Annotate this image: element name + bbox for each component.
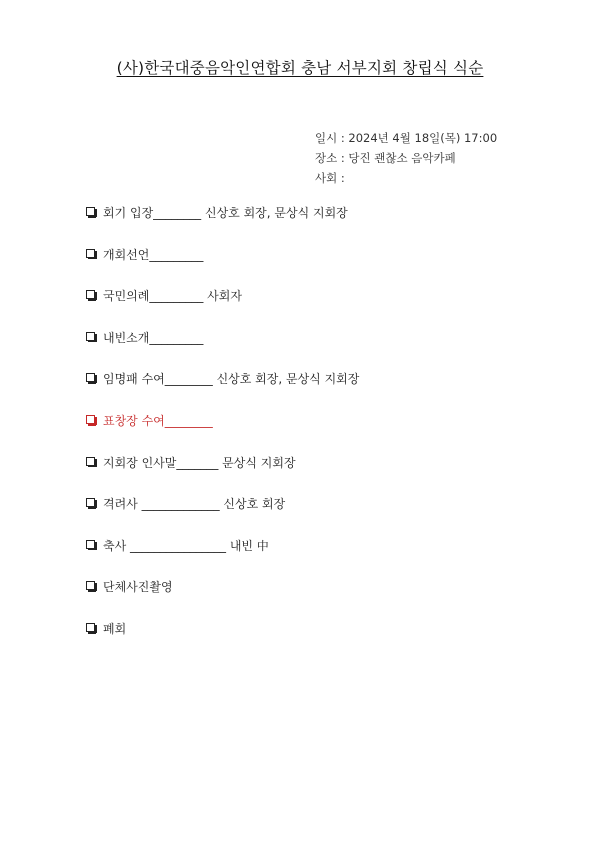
program-item-text: 개회선언_________ <box>103 247 204 262</box>
program-item <box>86 370 359 412</box>
checkbox-square-icon <box>86 498 95 507</box>
event-place: 장소 : 당진 괜찮소 음악카페 <box>315 151 456 165</box>
program-item <box>86 329 359 371</box>
program-item <box>86 537 359 579</box>
program-list <box>86 204 359 662</box>
event-info <box>315 128 497 188</box>
checkbox-square-icon <box>86 623 95 632</box>
program-item <box>86 204 359 246</box>
checkbox-square-icon <box>86 207 95 216</box>
program-item-text: 임명패 수여________ 신상호 회장, 문상식 지회장 <box>103 372 360 387</box>
checkbox-square-icon <box>86 373 95 382</box>
program-item-text: 내빈소개_________ <box>103 330 204 345</box>
program-item <box>86 287 359 329</box>
program-item-text: 폐회 <box>103 621 127 636</box>
program-item-text: 표창장 수여________ <box>103 413 213 428</box>
checkbox-square-icon <box>86 249 95 258</box>
program-item-text: 축사 ________________ 내빈 中 <box>103 538 269 553</box>
checkbox-square-icon <box>86 457 95 466</box>
checkbox-square-icon <box>86 581 95 590</box>
program-item-highlighted <box>86 412 359 454</box>
program-item-text: 회기 입장________ 신상호 회장, 문상식 지회장 <box>103 206 348 220</box>
program-item <box>86 620 359 662</box>
program-item <box>86 495 359 537</box>
checkbox-square-icon <box>86 290 95 299</box>
checkbox-square-icon <box>86 415 95 424</box>
program-item <box>86 246 359 288</box>
event-date: 일시 : 2024년 4월 18일(목) 17:00 <box>315 131 498 145</box>
checkbox-square-icon <box>86 540 95 549</box>
document-title: (사)한국대중음악인연합회 충남 서부지회 창립식 식순 <box>116 59 484 77</box>
program-item <box>86 454 359 496</box>
event-host: 사회 : <box>315 171 345 185</box>
checkbox-square-icon <box>86 332 95 341</box>
program-item-text: 국민의례_________ 사회자 <box>103 289 242 304</box>
program-item-text: 단체사진촬영 <box>103 580 173 595</box>
program-item-text: 격려사 _____________ 신상호 회장 <box>103 497 286 512</box>
program-item-text: 지회장 인사말_______ 문상식 지회장 <box>103 455 296 470</box>
program-item <box>86 578 359 620</box>
